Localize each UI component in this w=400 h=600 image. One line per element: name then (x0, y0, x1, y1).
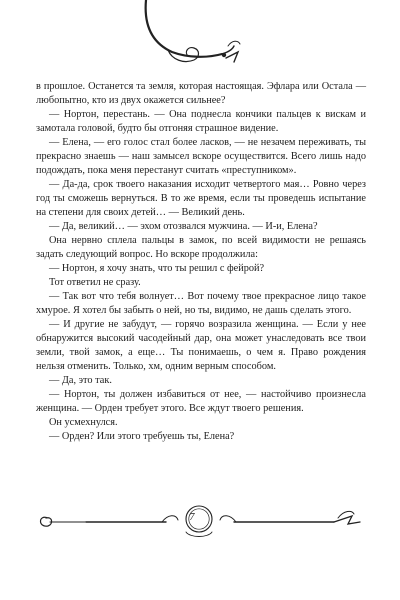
paragraph: Она нервно сплела пальцы в замок, по всей видимости не решаясь задать следующий вопрос. Но вскоре продолжила: (36, 235, 366, 260)
paragraph: — Орден? Или этого требуешь ты, Елена? (49, 431, 235, 442)
swirl-flourish-icon (128, 0, 258, 72)
paragraph: — Нортон, перестань. — Она поднесла кончики пальцев к вискам и замотала головой, будто бы отгоняя страшное видение. (36, 109, 366, 134)
paragraph: — И другие не забудут, — горячо возразила женщина. — Если у нее обнаружится высокий часодейный дар, она может унаследовать все твои земли, твой замок, а еще… Ты понимаешь, о чем я. Право рождения нельзя отменить. Только, хм, одним верным способом. (36, 319, 366, 372)
page-number: 7 (189, 512, 195, 523)
paragraph: Он усмехнулся. (49, 417, 118, 428)
paragraph: — Да, это так. (49, 375, 112, 386)
body-text (36, 80, 366, 444)
paragraph: — Елена, — его голос стал более ласков, — не незачем переживать, ты прекрасно знаешь — наш замысел вскоре осуществится. Всего лишь надо подождать, пока меня перестанут считать «преступником». (36, 137, 366, 176)
paragraph: — Нортон, я хочу знать, что ты решил с фейрой? (49, 263, 265, 274)
paragraph: — Да-да, срок твоего наказания исходит четвертого мая… Ровно через год ты сможешь вернуться. В то же время, если ты проведешь испытание на степени для своих детей… — Великий день. (36, 179, 366, 218)
paragraph: — Так вот что тебя волнует… Вот почему твое прекрасное лицо такое хмурое. Я хотел бы забыть о ней, но ты, видимо, не дашь сделать этого. (36, 291, 366, 316)
paragraph: — Да, великий… — эхом отозвался мужчина. — И-и, Елена? (49, 221, 318, 232)
paragraph: Тот ответил не сразу. (49, 277, 141, 288)
ornamental-divider-icon (34, 500, 368, 540)
paragraph: — Нортон, ты должен избавиться от нее, — настойчиво произнесла женщина. — Орден требует этого. Все ждут твоего решения. (36, 389, 366, 414)
paragraph: в прошлое. Останется та земля, которая настоящая. Эфлара или Остала — любопытно, кто из двух окажется сильнее? (36, 81, 366, 106)
